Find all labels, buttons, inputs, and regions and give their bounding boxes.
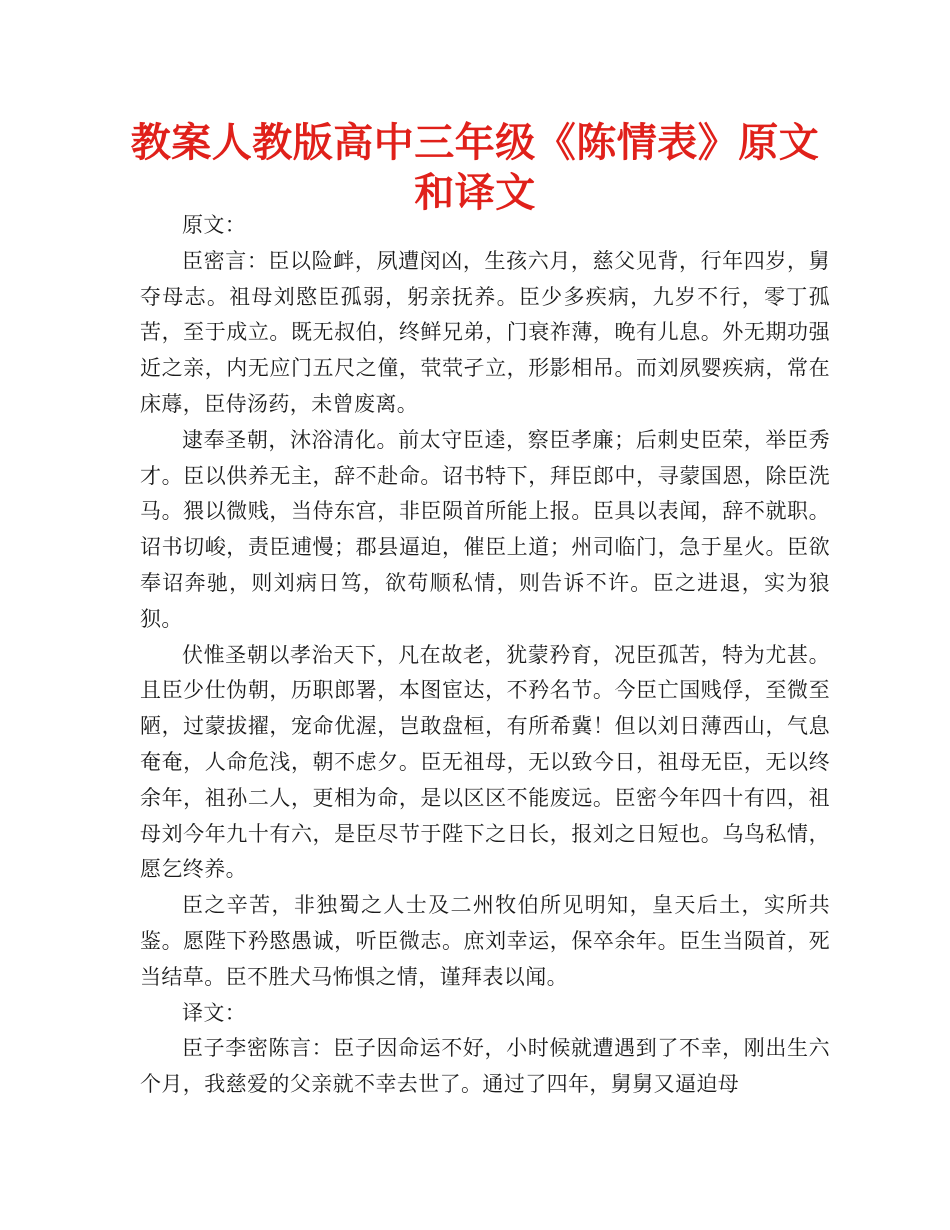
paragraph: 伏惟圣朝以孝治天下，凡在故老，犹蒙矜育，况臣孤苦，特为尤甚。且臣少仕伪朝，历职郎署，本图宦达，不矜名节。今臣亡国贱俘，至微至陋，过蒙拔擢，宠命优渥，岂敢盘桓，有所希冀！但以刘日薄西山，气息奄奄，人命危浅，朝不虑夕。臣无祖母，无以致今日，祖母无臣，无以终余年，祖孙二人，更相为命，是以区区不能废远。臣密今年四十有四，祖母刘今年九十有六，是臣尽节于陛下之日长，报刘之日短也。乌鸟私情，愿乞终养。 — [140, 642, 830, 882]
paragraph: 臣子李密陈言：臣子因命运不好，小时候就遭遇到了不幸，刚出生六个月，我慈爱的父亲就不幸去世了。通过了四年，舅舅又逼迫母 — [140, 1036, 830, 1097]
document-title: 教案人教版高中三年级《陈情表》原文和译文 — [130, 120, 820, 216]
document-body — [140, 208, 830, 1103]
section-label-original: 原文： — [182, 213, 247, 237]
paragraph: 臣密言：臣以险衅，夙遭闵凶，生孩六月，慈父见背，行年四岁，舅夺母志。祖母刘愍臣孤弱，躬亲抚养。臣少多疾病，九岁不行，零丁孤苦，至于成立。既无叔伯，终鲜兄弟，门衰祚薄，晚有儿息。外无期功强近之亲，内无应门五尺之僮，茕茕孑立，形影相吊。而刘夙婴疾病，常在床蓐，臣侍汤药，未曾废离。 — [140, 248, 830, 416]
paragraph: 臣之辛苦，非独蜀之人士及二州牧伯所见明知，皇天后土，实所共鉴。愿陛下矜愍愚诚，听臣微志。庶刘幸运，保卒余年。臣生当陨首，死当结草。臣不胜犬马怖惧之情，谨拜表以闻。 — [140, 893, 830, 989]
section-label-translation: 译文： — [182, 1000, 247, 1025]
paragraph: 逮奉圣朝，沐浴清化。前太守臣逵，察臣孝廉；后刺史臣荣，举臣秀才。臣以供养无主，辞不赴命。诏书特下，拜臣郎中，寻蒙国恩，除臣洗马。猥以微贱，当侍东宫，非臣陨首所能上报。臣具以表闻，辞不就职。诏书切峻，责臣逋慢；郡县逼迫，催臣上道；州司临门，急于星火。臣欲奉诏奔驰，则刘病日笃，欲苟顺私情，则告诉不许。臣之进退，实为狼狈。 — [140, 427, 830, 631]
